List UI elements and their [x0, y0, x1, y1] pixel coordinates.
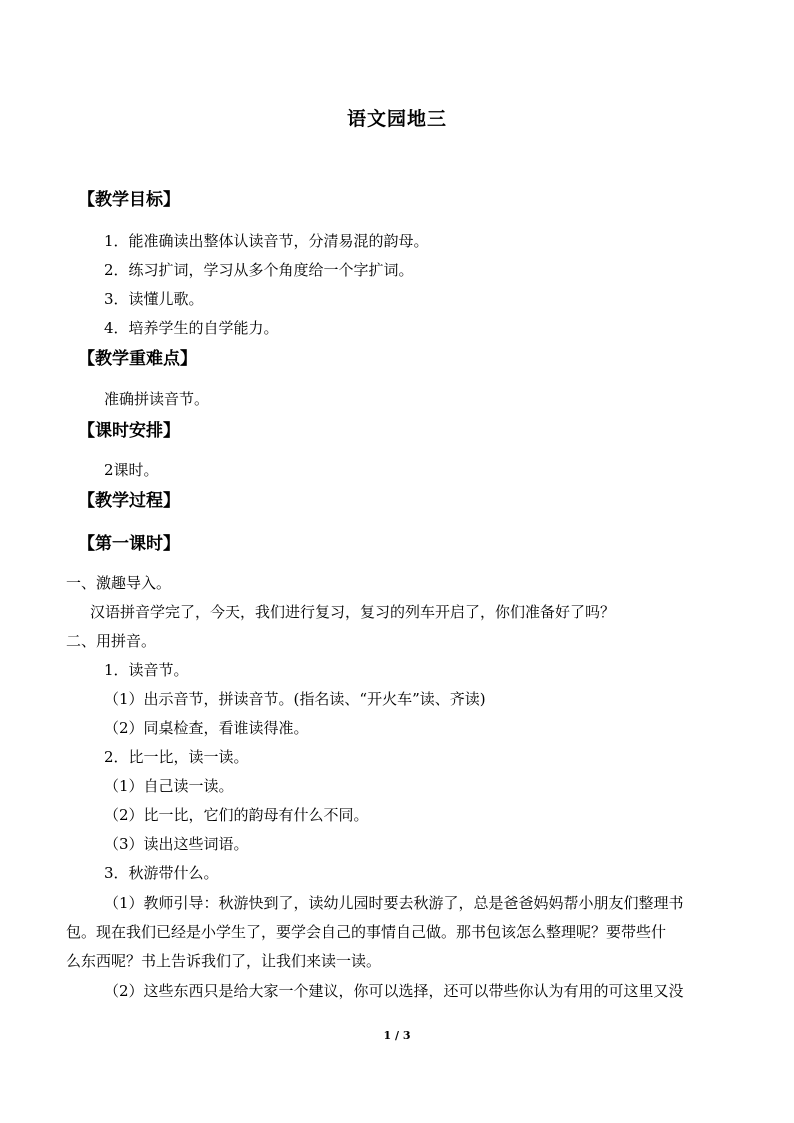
- key-points-text: 准确拼读音节。: [104, 390, 210, 408]
- body-paragraph: （2）这些东西只是给大家一个建议，你可以选择，还可以带些你认为有用的可这里又没: [104, 982, 684, 1000]
- body-paragraph: 包。现在我们已经是小学生了，要学会自己的事情自己做。那书包该怎么整理呢？要带些什: [66, 923, 667, 941]
- document-title: 语文园地三: [346, 108, 447, 130]
- goal-item: 4．培养学生的自学能力。: [104, 319, 279, 337]
- body-paragraph: 2．比一比，读一读。: [104, 748, 249, 766]
- body-paragraph: （3）读出这些词语。: [104, 835, 249, 853]
- schedule-text: 2课时。: [104, 461, 159, 479]
- body-paragraph: （2）同桌检查，看谁读得准。: [104, 719, 309, 737]
- goals-heading: 【教学目标】: [78, 190, 180, 210]
- goal-item: 2．练习扩词，学习从多个角度给一个字扩词。: [104, 261, 414, 279]
- body-paragraph: （2）比一比，它们的韵母有什么不同。: [104, 806, 369, 824]
- key-points-heading: 【教学重难点】: [78, 349, 197, 369]
- goal-item: 3．读懂儿歌。: [104, 290, 204, 308]
- body-paragraph: 3．秋游带什么。: [104, 864, 219, 882]
- lesson-one-heading: 【第一课时】: [78, 534, 180, 554]
- body-paragraph: 1．读音节。: [104, 661, 189, 679]
- body-paragraph: 么东西呢？书上告诉我们了，让我们来读一读。: [66, 952, 382, 970]
- body-paragraph: 二、用拼音。: [66, 632, 157, 650]
- goal-item: 1．能准确读出整体认读音节，分清易混的韵母。: [104, 232, 429, 250]
- body-paragraph: （1）出示音节，拼读音节。(指名读、“开火车”读、齐读): [104, 690, 486, 708]
- page-number: 1 / 3: [383, 1029, 411, 1042]
- schedule-heading: 【课时安排】: [78, 421, 180, 441]
- process-heading: 【教学过程】: [78, 491, 180, 511]
- body-paragraph: （1）教师引导：秋游快到了，读幼儿园时要去秋游了，总是爸爸妈妈帮小朋友们整理书: [104, 894, 684, 912]
- body-paragraph: 一、激趣导入。: [66, 574, 172, 592]
- body-paragraph: 汉语拼音学完了，今天，我们进行复习，复习的列车开启了，你们准备好了吗？: [90, 603, 616, 621]
- body-paragraph: （1）自己读一读。: [104, 777, 234, 795]
